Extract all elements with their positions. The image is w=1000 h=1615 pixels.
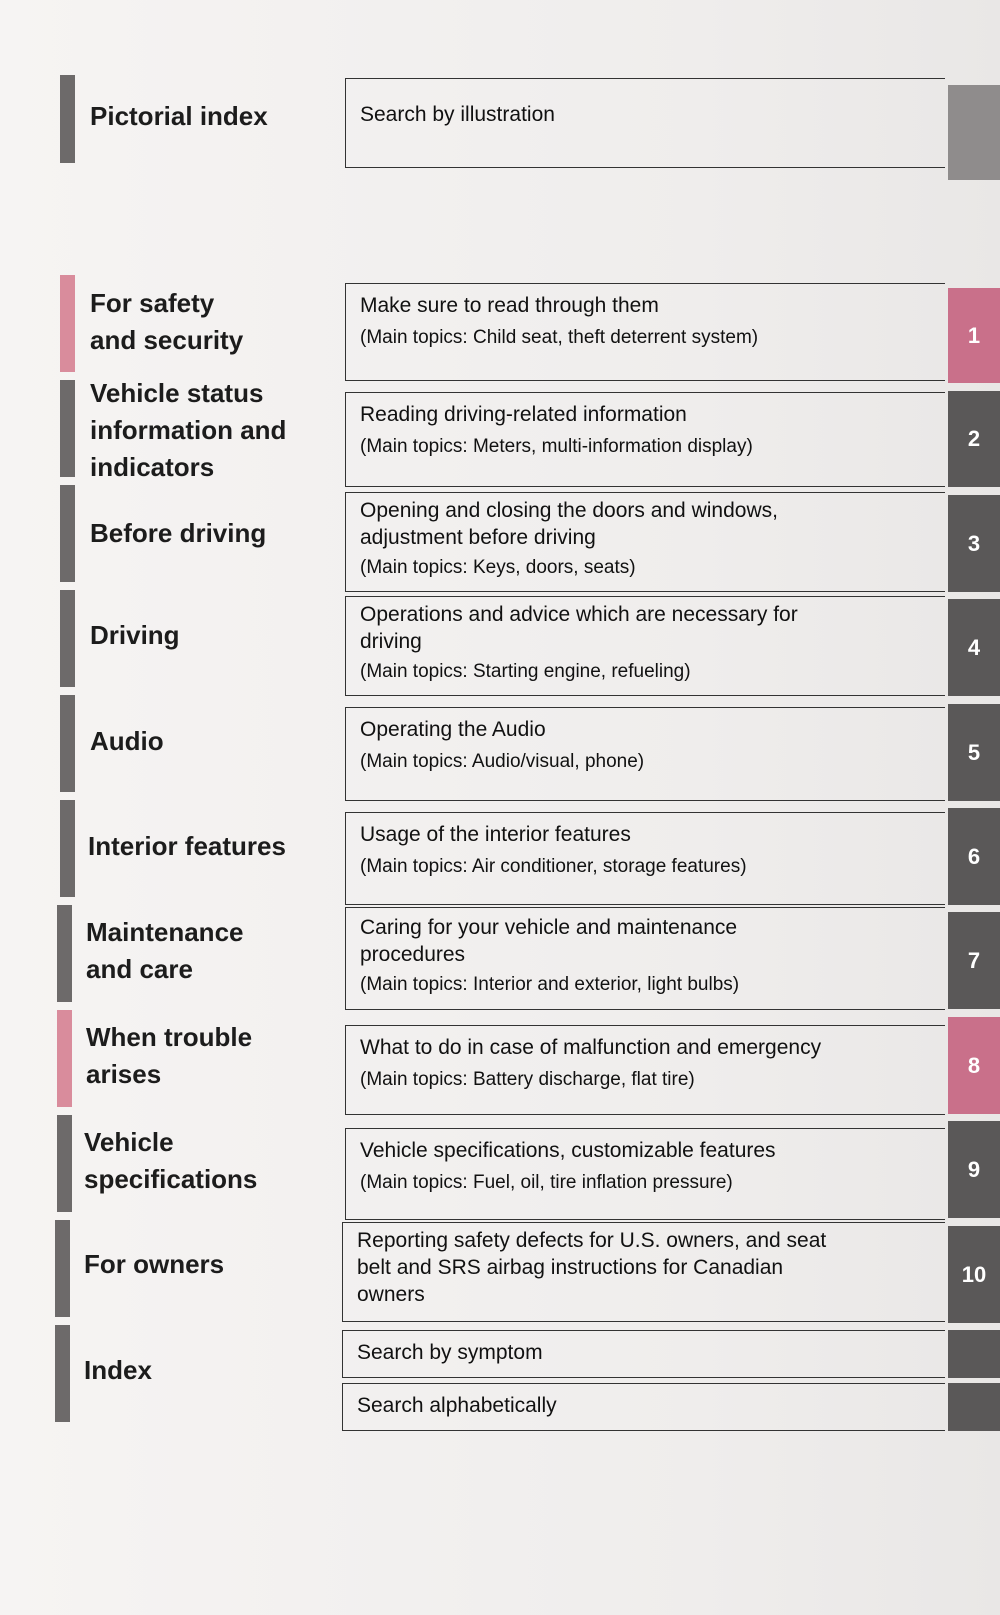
section-topics: (Main topics: Meters, multi-information display) (360, 436, 753, 457)
section-desc: Reporting safety defects for U.S. owners, and seat (357, 1229, 827, 1252)
section-title-index (84, 1352, 152, 1389)
section-desc: Vehicle specifications, customizable features (360, 1139, 776, 1162)
section-title-line: When trouble (86, 1022, 253, 1052)
section-box-specifications[interactable] (345, 1128, 945, 1220)
section-topics: (Main topics: Audio/visual, phone) (360, 751, 645, 772)
tab-label: 8 (967, 1052, 981, 1078)
tab-label: 10 (961, 1261, 987, 1287)
section-bar (60, 590, 75, 687)
section-title-line: specifications (84, 1164, 258, 1194)
section-title-before-driving (90, 515, 266, 552)
section-bar (60, 275, 75, 372)
section-topics: (Main topics: Air conditioner, storage features) (360, 856, 747, 877)
section-desc: Reading driving-related information (360, 403, 687, 426)
section-bar (57, 1115, 72, 1212)
section-box-safety[interactable] (345, 283, 945, 381)
tab-1[interactable] (948, 288, 1000, 383)
section-desc: What to do in case of malfunction and emergency (360, 1036, 822, 1059)
section-title-line: arises (86, 1059, 162, 1089)
section-desc: Caring for your vehicle and maintenance (360, 916, 738, 939)
section-title-line: Before driving (90, 518, 267, 548)
section-topics: (Main topics: Keys, doors, seats) (360, 557, 636, 578)
section-bar (60, 75, 75, 163)
section-title-line: Vehicle status (90, 378, 264, 408)
section-bar (57, 1010, 72, 1107)
tab-label: 2 (967, 426, 981, 451)
section-box-index-symptom[interactable] (342, 1330, 945, 1378)
section-desc: procedures (360, 943, 466, 966)
section-bar (60, 380, 75, 477)
section-box-index-alphabetical[interactable] (342, 1383, 945, 1431)
section-box-driving[interactable] (345, 596, 945, 696)
tab-5[interactable] (948, 704, 1000, 801)
tab-2[interactable] (948, 391, 1000, 487)
section-title-owners (84, 1246, 224, 1283)
tab-index-symptom[interactable] (948, 1330, 1000, 1378)
section-title-line: Pictorial index (90, 101, 268, 131)
section-desc: Operating the Audio (360, 718, 546, 741)
section-desc: Search by illustration (360, 103, 555, 126)
section-topics: (Main topics: Fuel, oil, tire inflation pressure) (360, 1172, 733, 1193)
section-title-line: indicators (90, 452, 215, 482)
section-box-trouble[interactable] (345, 1025, 945, 1115)
tab-8[interactable] (948, 1017, 1000, 1114)
tab-label: 9 (967, 1156, 981, 1182)
tab-label: 6 (967, 843, 981, 869)
section-desc: belt and SRS airbag instructions for Canadian (357, 1256, 784, 1279)
tab-index-alphabetical[interactable] (948, 1383, 1000, 1431)
section-bar (55, 1220, 70, 1317)
tab-7[interactable] (948, 912, 1000, 1009)
section-desc: Usage of the interior features (360, 823, 631, 846)
section-box-audio[interactable] (345, 707, 945, 801)
section-title-line: Audio (90, 726, 164, 756)
section-title-safety (90, 285, 243, 359)
section-title-line: and care (86, 954, 193, 984)
section-title-pictorial-index (90, 98, 268, 135)
section-desc: Operations and advice which are necessary for (360, 603, 798, 626)
section-bar (60, 800, 75, 897)
section-topics: (Main topics: Battery discharge, flat tire) (360, 1069, 695, 1090)
section-desc: Opening and closing the doors and windows, (360, 499, 778, 522)
tab-label: 7 (967, 947, 981, 973)
section-bar (57, 905, 72, 1002)
section-title-interior (88, 828, 286, 865)
section-title-driving (90, 617, 180, 654)
tab-3[interactable] (948, 495, 1000, 592)
tab-label: 1 (967, 322, 981, 348)
section-title-vehicle-status (90, 375, 286, 486)
section-desc: Make sure to read through them (360, 294, 659, 317)
section-title-maintenance (86, 914, 244, 988)
tab-4[interactable] (948, 599, 1000, 696)
section-topics: (Main topics: Interior and exterior, light bulbs) (360, 974, 740, 995)
section-desc: owners (357, 1283, 425, 1306)
section-title-line: For safety (90, 288, 215, 318)
section-desc: adjustment before driving (360, 526, 596, 549)
section-title-line: Driving (90, 620, 180, 650)
section-title-specifications (84, 1124, 257, 1198)
section-title-line: and security (90, 325, 244, 355)
section-title-line: For owners (84, 1249, 225, 1279)
section-title-line: Index (84, 1355, 152, 1385)
section-box-owners[interactable] (342, 1222, 945, 1322)
tab-10[interactable] (948, 1226, 1000, 1323)
section-title-line: Maintenance (86, 917, 244, 947)
section-box-interior[interactable] (345, 812, 945, 905)
section-bar (60, 695, 75, 792)
section-title-trouble (86, 1019, 252, 1093)
tab-6[interactable] (948, 808, 1000, 905)
section-title-line: information and (90, 415, 287, 445)
section-title-line: Vehicle (84, 1127, 174, 1157)
section-bar (60, 485, 75, 582)
section-desc: Search alphabetically (357, 1394, 557, 1417)
tab-pictorial-index[interactable] (948, 85, 1000, 180)
tab-9[interactable] (948, 1121, 1000, 1218)
section-title-audio (90, 723, 164, 760)
section-desc: Search by symptom (357, 1341, 543, 1364)
section-box-pictorial-index[interactable] (345, 78, 945, 168)
section-title-line: Interior features (88, 831, 286, 861)
section-box-before-driving[interactable] (345, 492, 945, 592)
tab-label: 4 (967, 634, 981, 660)
section-box-maintenance[interactable] (345, 907, 945, 1010)
tab-label: 5 (967, 739, 981, 765)
section-topics: (Main topics: Child seat, theft deterrent system) (360, 327, 759, 348)
section-bar (55, 1325, 70, 1422)
section-box-vehicle-status[interactable] (345, 392, 945, 487)
section-topics: (Main topics: Starting engine, refueling) (360, 661, 691, 682)
section-desc: driving (360, 630, 422, 653)
tab-label: 3 (967, 530, 981, 556)
